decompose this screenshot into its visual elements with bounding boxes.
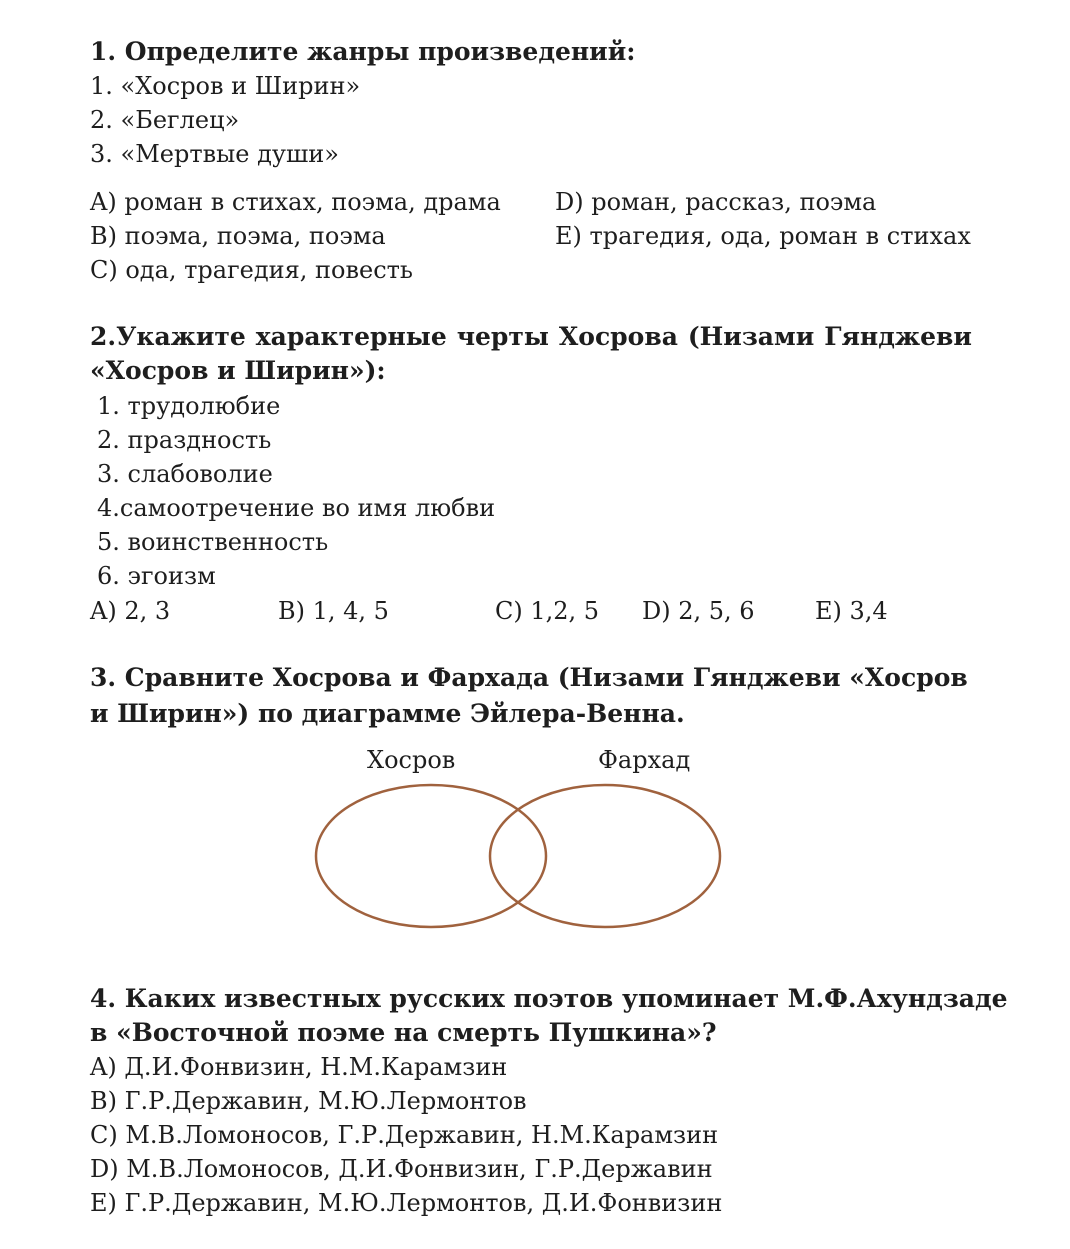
q2-title-word: (Низами <box>687 322 815 351</box>
q2-item-5: 5. воинственность <box>97 528 329 556</box>
venn-right-label: Фархад <box>598 746 691 774</box>
venn-left-circle <box>316 785 546 927</box>
q2-item-4: 4.самоотречение во имя любви <box>97 494 496 522</box>
q1-title: 1. Определите жанры произведений: <box>90 37 636 66</box>
q2-title-word: характерные <box>255 322 447 351</box>
q3-title-line-2: и Ширин») по диаграмме Эйлера-Венна. <box>90 699 685 728</box>
q2-option-c: C) 1,2, 5 <box>495 597 600 625</box>
venn-left-label: Хосров <box>367 746 456 774</box>
venn-right-circle <box>490 785 720 927</box>
q2-option-a: A) 2, 3 <box>90 597 171 625</box>
q2-item-1: 1. трудолюбие <box>97 392 281 420</box>
q2-option-e: E) 3,4 <box>815 597 888 625</box>
q2-item-6: 6. эгоизм <box>97 562 216 590</box>
q1-item-2: 2. «Беглец» <box>90 106 240 134</box>
q4-title-line-2: в «Восточной поэме на смерть Пушкина»? <box>90 1018 717 1047</box>
q4-option-d: D) М.В.Ломоносов, Д.И.Фонвизин, Г.Р.Державин <box>90 1155 713 1183</box>
q1-option-b: B) поэма, поэма, поэма <box>90 222 386 250</box>
q2-item-3: 3. слабоволие <box>97 460 273 488</box>
q1-option-e: E) трагедия, ода, роман в стихах <box>555 222 971 250</box>
q2-title-word: черты <box>456 322 549 351</box>
q4-title-line-1: 4. Каких известных русских поэтов упоминает М.Ф.Ахундзаде <box>90 984 1008 1013</box>
q2-option-b: B) 1, 4, 5 <box>278 597 389 625</box>
q4-option-e: E) Г.Р.Державин, М.Ю.Лермонтов, Д.И.Фонвизин <box>90 1189 723 1217</box>
q1-option-a: A) роман в стихах, поэма, драма <box>90 188 501 216</box>
q1-option-c: C) ода, трагедия, повесть <box>90 256 413 284</box>
q2-title-line-2: «Хосров и Ширин»): <box>90 356 386 385</box>
q4-option-a: A) Д.И.Фонвизин, Н.М.Карамзин <box>90 1053 508 1081</box>
q1-option-d: D) роман, рассказ, поэма <box>555 188 877 216</box>
q2-item-2: 2. праздность <box>97 426 272 454</box>
q4-option-b: B) Г.Р.Державин, М.Ю.Лермонтов <box>90 1087 527 1115</box>
q3-title-line-1: 3. Сравните Хосрова и Фархада (Низами Гянджеви «Хосров <box>90 663 968 692</box>
q1-item-1: 1. «Хосров и Ширин» <box>90 72 361 100</box>
q1-item-3: 3. «Мертвые души» <box>90 140 339 168</box>
q2-option-d: D) 2, 5, 6 <box>642 597 755 625</box>
q2-title-word: Гянджеви <box>824 322 972 351</box>
q2-title-word: Хосрова <box>558 322 678 351</box>
q4-option-c: C) М.В.Ломоносов, Г.Р.Державин, Н.М.Карамзин <box>90 1121 719 1149</box>
q2-title-word: 2.Укажите <box>90 322 246 351</box>
